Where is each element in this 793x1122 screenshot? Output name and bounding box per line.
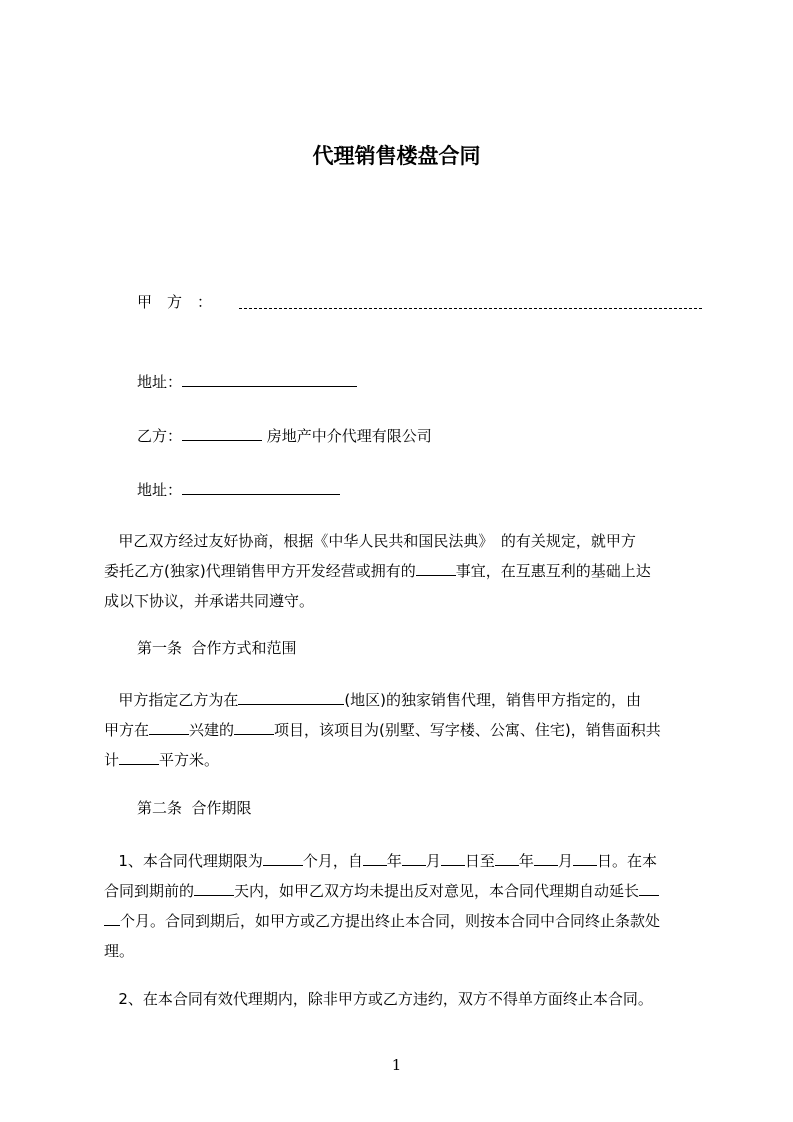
project-blank bbox=[234, 718, 274, 735]
party-b-label: 乙方： bbox=[137, 427, 183, 445]
end-day-blank bbox=[573, 849, 597, 866]
party-b-blank bbox=[182, 424, 262, 441]
area-blank bbox=[119, 748, 159, 765]
party-a-blank bbox=[239, 308, 702, 309]
page-number: 1 bbox=[391, 1056, 402, 1074]
extension-blank-a bbox=[639, 879, 659, 896]
start-year-blank bbox=[363, 849, 387, 866]
location-blank bbox=[149, 718, 189, 735]
party-b-row bbox=[137, 424, 432, 447]
address-1-label: 地址： bbox=[137, 373, 183, 391]
address-2-label: 地址： bbox=[137, 481, 183, 499]
article-2-line: 个月。合同到期后，如甲方或乙方提出终止本合同，则按本合同中合同终止条款处 bbox=[104, 906, 704, 936]
article-2-line: 1、本合同代理期限为 个月，自 年 月 日至 年 月 日。在本 bbox=[104, 846, 704, 876]
address-2-blank bbox=[182, 478, 340, 495]
address-2-row bbox=[137, 478, 340, 501]
party-a-label: 甲 方 ： bbox=[137, 293, 213, 311]
article-1-line: 甲方指定乙方为在 (地区)的独家销售代理，销售甲方指定的，由 bbox=[104, 685, 704, 715]
page-title: 代理销售楼盘合同 bbox=[312, 144, 481, 168]
notice-days-blank bbox=[194, 879, 234, 896]
article-1-heading: 第一条 合作方式和范围 bbox=[137, 639, 297, 657]
end-year-blank bbox=[495, 849, 519, 866]
address-1-blank bbox=[182, 370, 357, 387]
intro-line: 甲乙双方经过友好协商，根据《中华人民共和国民法典》 的有关规定，就甲方 bbox=[118, 532, 636, 550]
extension-blank-b bbox=[104, 909, 120, 926]
party-a-row bbox=[137, 290, 702, 314]
end-month-blank bbox=[534, 849, 558, 866]
region-blank bbox=[238, 688, 344, 705]
article-2-line: 理。 bbox=[104, 942, 135, 960]
article-2-line: 合同到期前的 天内，如甲乙双方均未提出反对意见，本合同代理期自动延长 bbox=[104, 876, 704, 906]
intro-line: 成以下协议，并承诺共同遵守。 bbox=[104, 592, 315, 610]
party-b-suffix: 房地产中介代理有限公司 bbox=[266, 427, 432, 445]
intro-blank bbox=[416, 559, 456, 576]
article-1-line: 计 平方米。 bbox=[104, 745, 704, 775]
start-month-blank bbox=[402, 849, 426, 866]
intro-line: 委托乙方(独家)代理销售甲方开发经营或拥有的 事宜，在互惠互利的基础上达 bbox=[104, 556, 704, 586]
start-day-blank bbox=[441, 849, 465, 866]
term-months-blank bbox=[263, 849, 303, 866]
article-2-paragraph-2: 2、在本合同有效代理期内，除非甲方或乙方违约，双方不得单方面终止本合同。 bbox=[118, 990, 653, 1008]
address-1-row bbox=[137, 370, 357, 393]
article-1-line: 甲方在 兴建的 项目，该项目为(别墅、写字楼、公寓、住宅)，销售面积共 bbox=[104, 715, 704, 745]
article-2-heading: 第二条 合作期限 bbox=[137, 799, 252, 817]
